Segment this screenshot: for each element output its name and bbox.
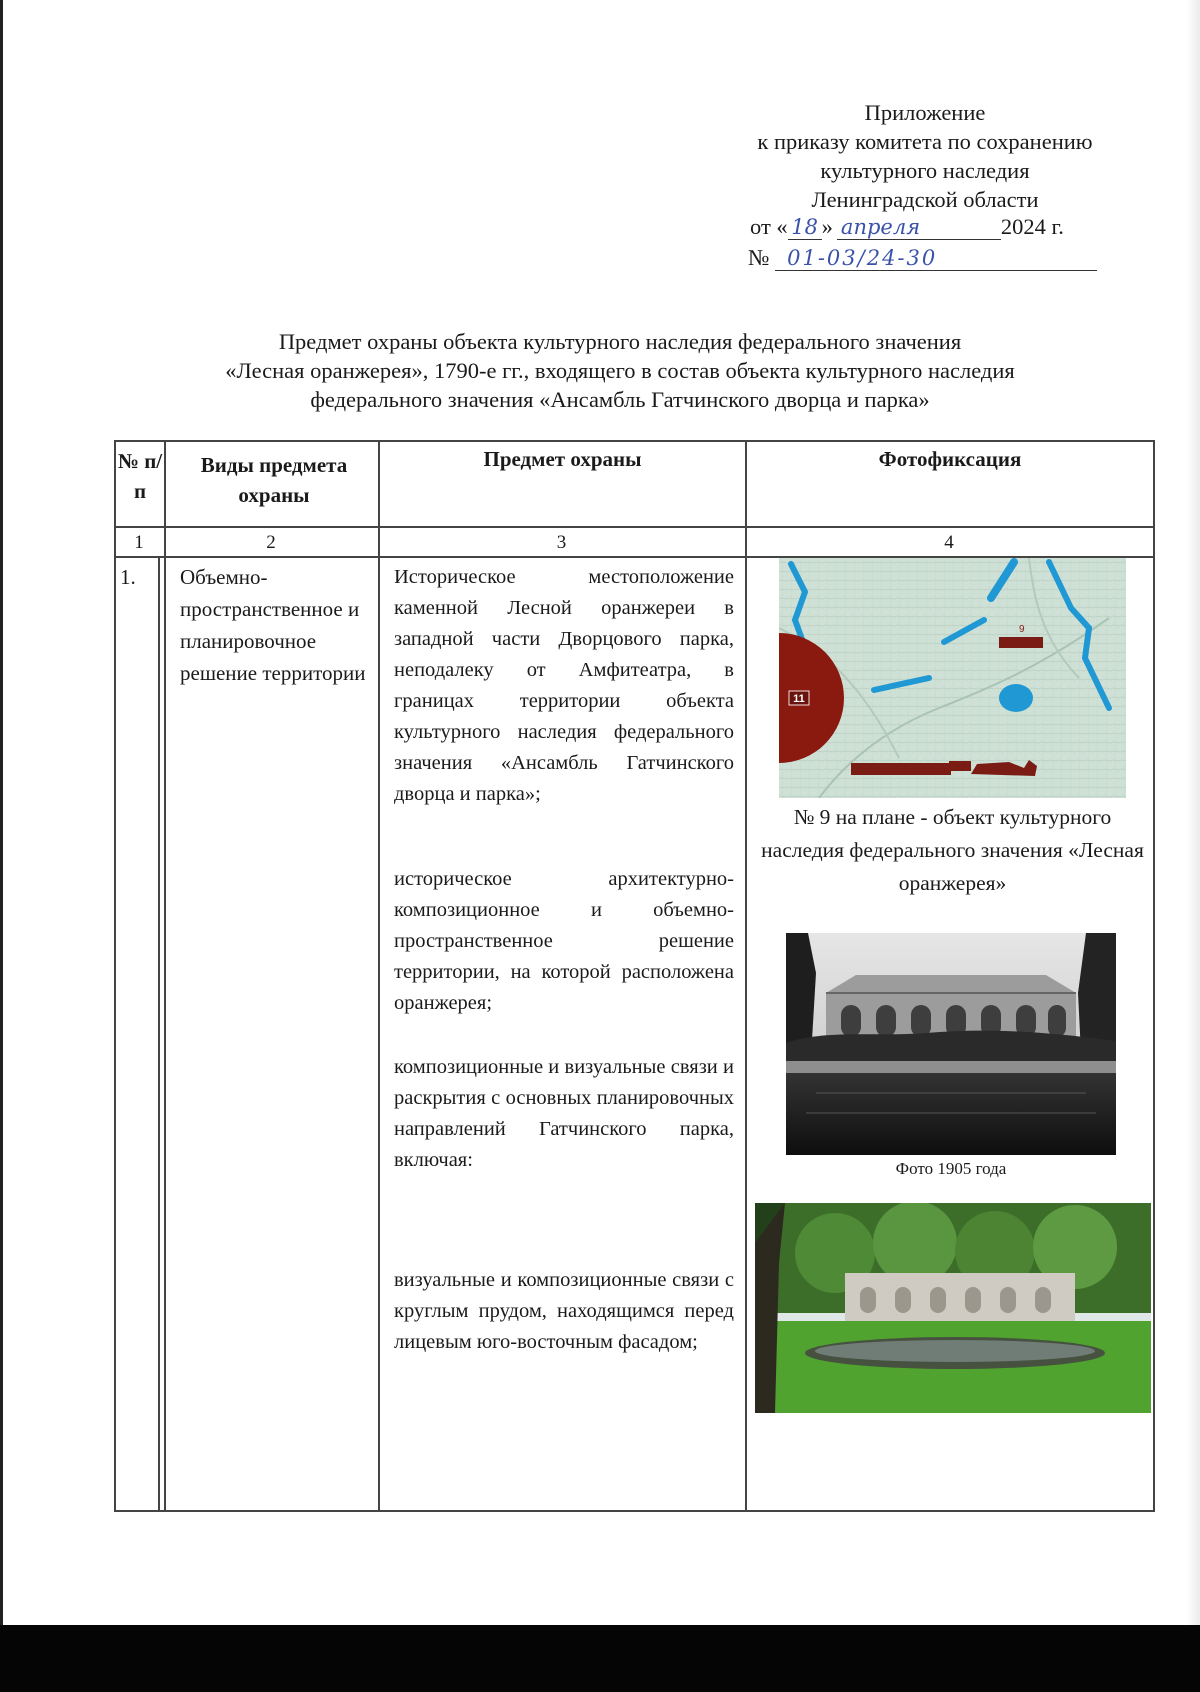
pond-water <box>786 1073 1116 1155</box>
photo-1905 <box>786 933 1116 1155</box>
table-border <box>378 440 380 1512</box>
scan-right-shade <box>1186 0 1200 1625</box>
map-label-11: 11 <box>793 693 805 705</box>
map-caption: № 9 на плане - объект культурного наследия федерального значения «Лесная оранжерея» <box>761 805 1144 895</box>
protection-kind: Объемно-пространственное и планировочное решение территории <box>180 565 366 685</box>
date-year: 2024 г. <box>1000 214 1064 239</box>
subject-item: композиционные и визуальные связи и раскрытия с основных планировочных направлений Гатчинского парка, включая: <box>394 1056 734 1171</box>
number-prefix: № <box>748 245 770 270</box>
appendix-line: культурного наследия <box>820 158 1030 183</box>
forest-orangery-marker <box>999 637 1043 648</box>
table-border <box>114 1510 1155 1512</box>
photo-1905-caption: Фото 1905 года <box>895 1159 1007 1178</box>
building-marker <box>851 763 951 775</box>
shrubs <box>786 1031 1116 1065</box>
date-day-handwritten: 18 <box>788 215 822 240</box>
subject-item: Историческое местоположение каменной Лесной оранжереи в западной части Дворцового парка, неподалеку от Амфитеатра, в границах территории объекта культурного наследия федерального значения «Ансамбль Гатчинского дворца и парка»; <box>394 566 734 805</box>
subject-item: визуальные и композиционные связи с круглым прудом, находящимся перед лицевым юго-восточным фасадом; <box>394 1269 734 1353</box>
title-line: «Лесная оранжерея», 1790-е гг., входящего в состав объекта культурного наследия <box>225 358 1015 383</box>
number-handwritten: 01-03/24-30 <box>775 246 1097 271</box>
column-number: 3 <box>556 532 567 553</box>
title-line: Предмет охраны объекта культурного наследия федерального значения <box>278 329 962 354</box>
table-border <box>114 440 116 1512</box>
date-prefix: от « <box>750 214 788 239</box>
order-date <box>750 214 1064 240</box>
appendix-line: к приказу комитета по сохранению <box>757 129 1093 154</box>
header-number: № п/п <box>117 449 163 503</box>
table-border <box>114 440 1155 442</box>
scan-bottom-bar <box>0 1625 1200 1692</box>
appendix-line: Приложение <box>864 100 986 125</box>
title-line: федерального значения «Ансамбль Гатчинского дворца и парка» <box>310 387 930 412</box>
document-title <box>110 327 1130 414</box>
protection-table <box>114 440 1155 1512</box>
map-label-9: 9 <box>1019 624 1025 635</box>
scan-left-edge <box>0 0 3 1625</box>
column-number: 1 <box>134 532 144 553</box>
header-kind: Виды предмета охраны <box>200 453 348 507</box>
table-border <box>1153 440 1155 1512</box>
header-photo: Фотофиксация <box>878 447 1022 471</box>
photo-modern <box>755 1203 1151 1413</box>
appendix-line: Ленинградской области <box>811 187 1039 212</box>
subject-item: историческое архитектурно-композиционное и объемно-пространственное решение территории, на которой расположена оранжерея; <box>394 868 734 1014</box>
table-border <box>158 556 160 1510</box>
table-border <box>745 440 747 1512</box>
column-number: 4 <box>944 532 954 553</box>
header-subject: Предмет охраны <box>483 447 642 471</box>
date-mid: » <box>821 214 833 239</box>
appendix-block <box>700 98 1150 214</box>
date-month-handwritten: апреля <box>837 215 1001 240</box>
column-number: 2 <box>266 532 276 553</box>
building-marker <box>949 761 971 771</box>
table-border <box>164 440 166 1512</box>
table-border <box>114 526 1155 528</box>
park-plan-map <box>779 558 1126 798</box>
order-number <box>748 245 1097 271</box>
round-pond <box>999 684 1033 712</box>
row-number: 1. <box>120 565 136 589</box>
